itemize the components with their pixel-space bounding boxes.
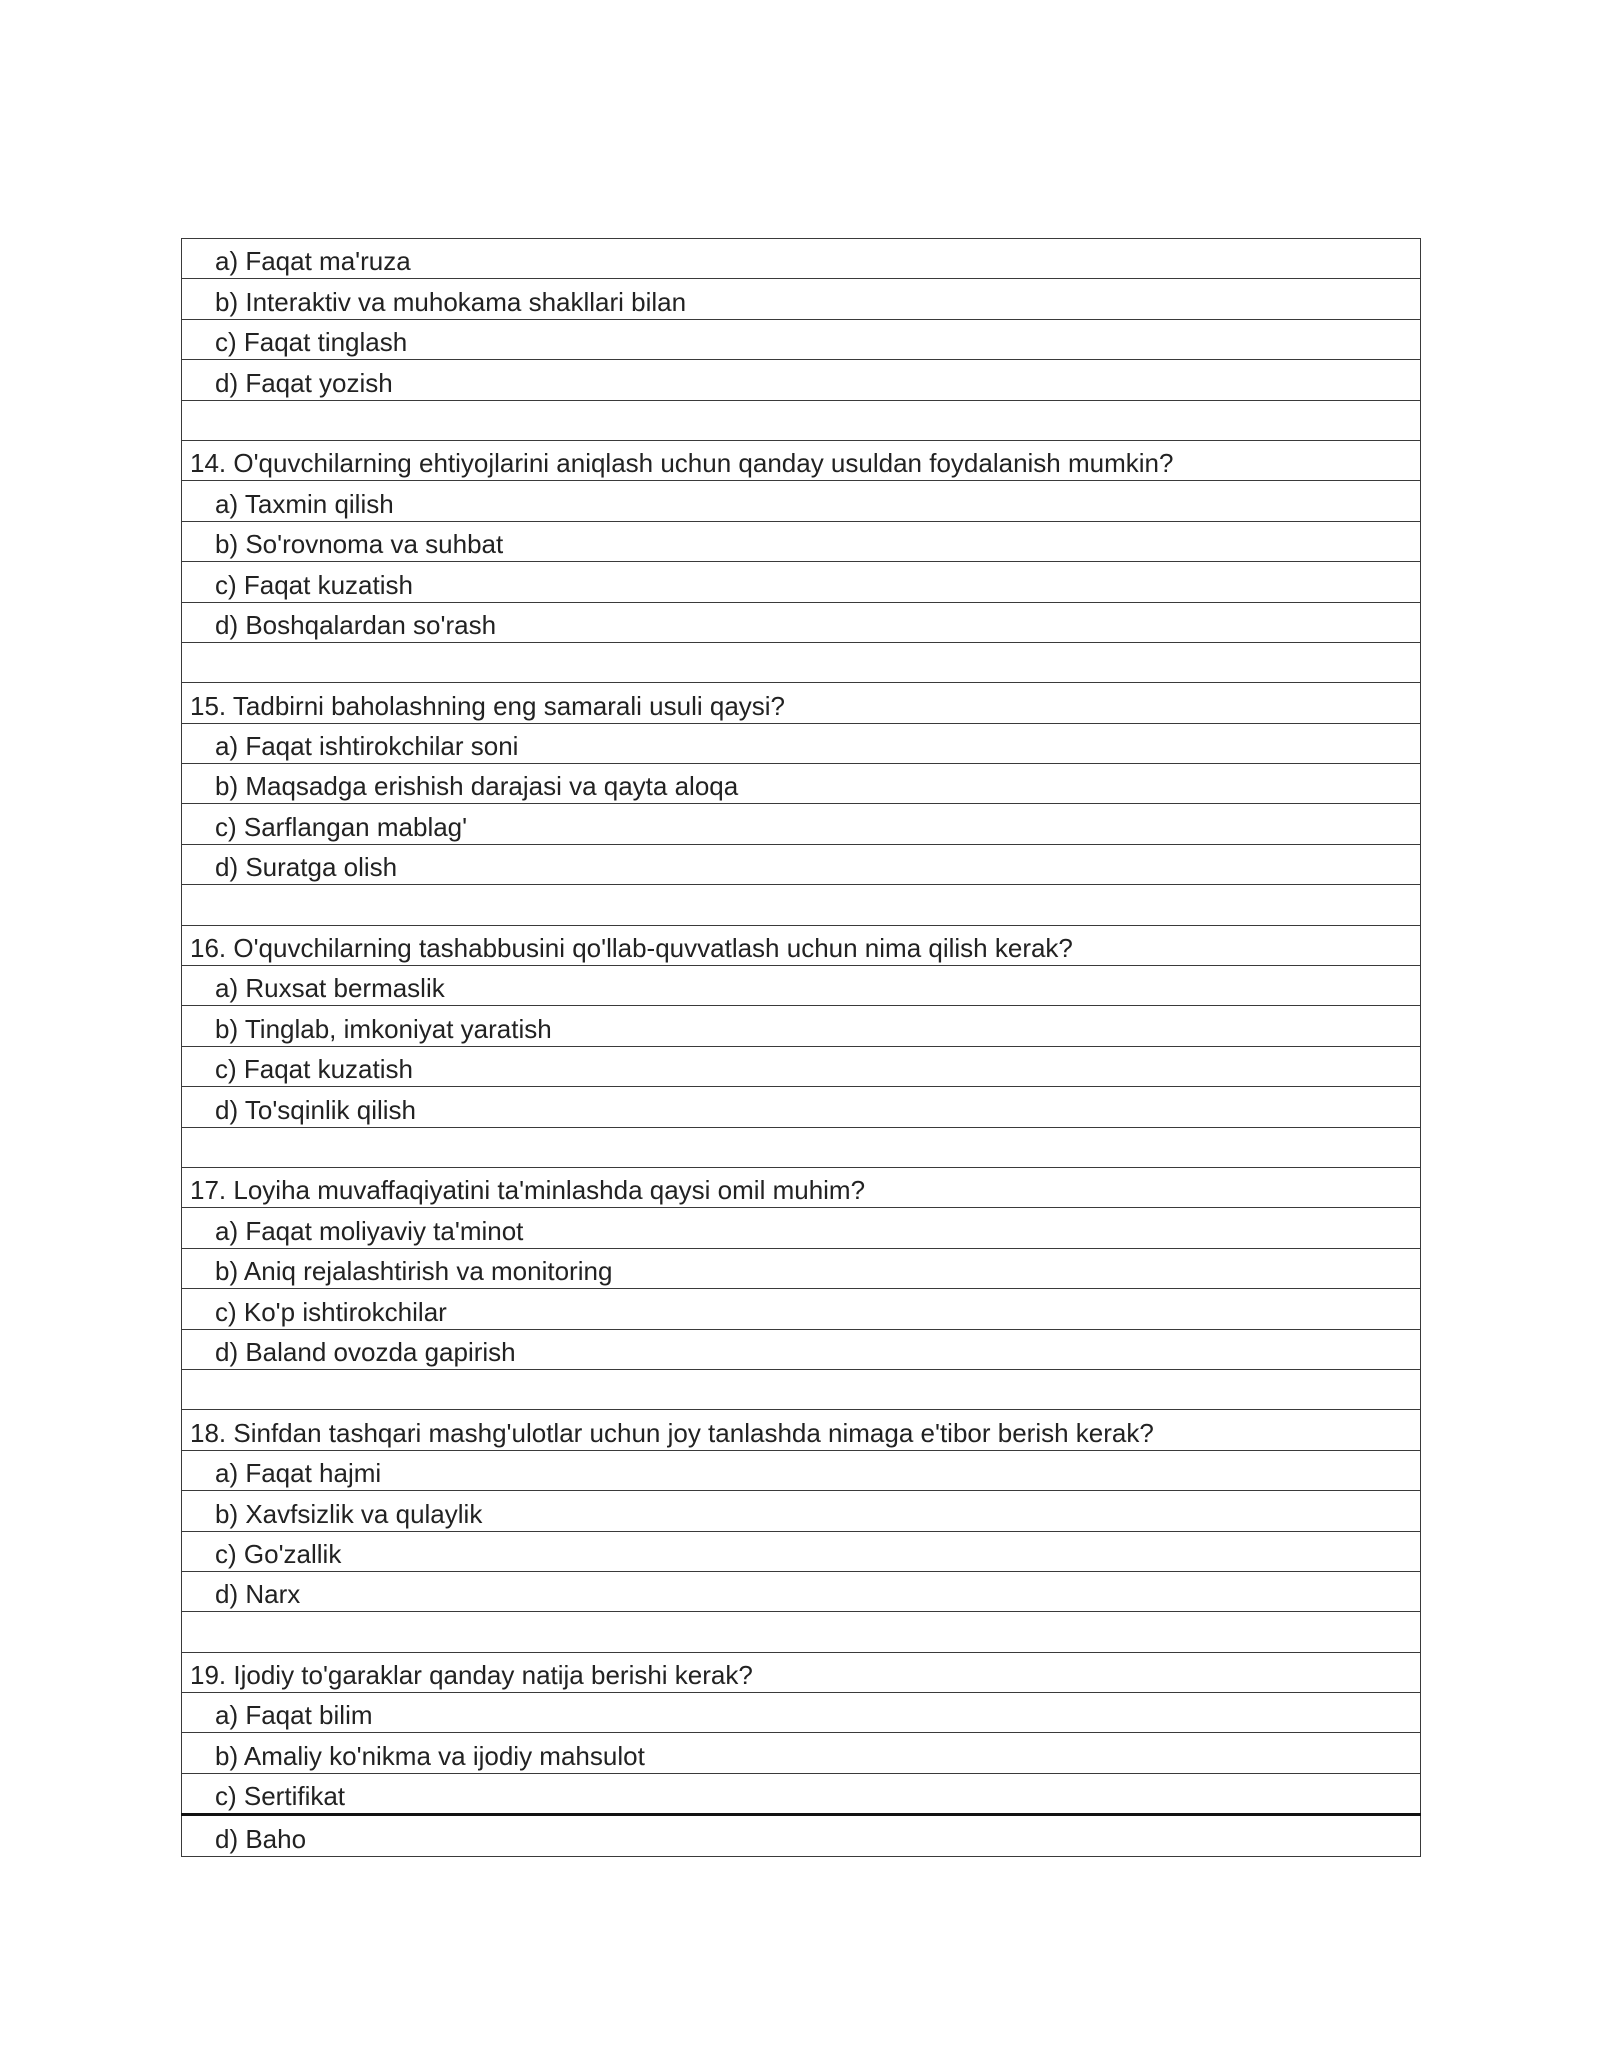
option-cell <box>182 1815 1421 1856</box>
question-cell <box>182 683 1421 723</box>
empty-cell <box>182 885 1421 925</box>
answer-option-row <box>182 1248 1421 1288</box>
option-text: b) Xavfsizlik va qulaylik <box>215 1498 483 1529</box>
quiz-table <box>181 238 1421 1857</box>
option-text: b) Amaliy ko'nikma va ijodiy mahsulot <box>215 1740 645 1771</box>
question-text: 17. Loyiha muvaffaqiyatini ta'minlashda qaysi omil muhim? <box>190 1175 866 1206</box>
option-cell <box>182 521 1421 561</box>
answer-option-row <box>182 1491 1421 1531</box>
answer-option-row <box>182 1046 1421 1086</box>
empty-cell <box>182 642 1421 682</box>
option-cell <box>182 1046 1421 1086</box>
question-cell <box>182 925 1421 965</box>
option-text: a) Faqat moliyaviy ta'minot <box>215 1215 524 1246</box>
option-text: b) So'rovnoma va suhbat <box>215 529 504 560</box>
spacer-row <box>182 642 1421 682</box>
option-cell <box>182 1208 1421 1248</box>
option-cell <box>182 1733 1421 1773</box>
option-text: d) Boshqalardan so'rash <box>215 609 497 640</box>
option-cell <box>182 1329 1421 1369</box>
answer-option-row <box>182 1450 1421 1490</box>
quiz-table-body <box>182 239 1421 1857</box>
spacer-row <box>182 1369 1421 1409</box>
option-cell <box>182 1289 1421 1329</box>
option-cell <box>182 723 1421 763</box>
option-text: d) Narx <box>215 1579 301 1610</box>
option-cell <box>182 1006 1421 1046</box>
option-text: a) Ruxsat bermaslik <box>215 973 445 1004</box>
option-text: c) Sarflangan mablag' <box>215 811 468 842</box>
answer-option-row <box>182 1087 1421 1127</box>
answer-option-row <box>182 602 1421 642</box>
option-text: a) Faqat hajmi <box>215 1458 382 1489</box>
answer-option-row <box>182 1289 1421 1329</box>
option-text: d) Baho <box>215 1823 307 1854</box>
question-text: 16. O'quvchilarning tashabbusini qo'llab-quvvatlash uchun nima qilish kerak? <box>190 933 1073 964</box>
empty-cell <box>182 1612 1421 1652</box>
spacer-row <box>182 400 1421 440</box>
answer-option-row <box>182 1208 1421 1248</box>
empty-cell <box>182 400 1421 440</box>
option-text: a) Taxmin qilish <box>215 488 394 519</box>
option-cell <box>182 360 1421 400</box>
option-cell <box>182 844 1421 884</box>
option-cell <box>182 966 1421 1006</box>
option-cell <box>182 319 1421 359</box>
document-page <box>181 238 1421 1857</box>
option-text: c) Sertifikat <box>215 1781 346 1812</box>
option-cell <box>182 804 1421 844</box>
option-text: a) Faqat bilim <box>215 1700 373 1731</box>
question-row <box>182 683 1421 723</box>
option-text: c) Go'zallik <box>215 1538 342 1569</box>
answer-option-row <box>182 1531 1421 1571</box>
option-cell <box>182 1571 1421 1611</box>
question-cell <box>182 1410 1421 1450</box>
option-text: d) To'sqinlik qilish <box>215 1094 417 1125</box>
answer-option-row <box>182 764 1421 804</box>
option-text: b) Interaktiv va muhokama shakllari bilan <box>215 286 687 317</box>
answer-option-row <box>182 521 1421 561</box>
answer-option-row <box>182 966 1421 1006</box>
question-cell <box>182 1167 1421 1207</box>
empty-cell <box>182 1369 1421 1409</box>
option-text: c) Faqat kuzatish <box>215 569 413 600</box>
answer-option-row <box>182 804 1421 844</box>
answer-option-row <box>182 723 1421 763</box>
option-cell <box>182 1693 1421 1733</box>
option-text: c) Ko'p ishtirokchilar <box>215 1296 447 1327</box>
answer-option-row <box>182 1733 1421 1773</box>
option-text: a) Faqat ishtirokchilar soni <box>215 731 519 762</box>
answer-option-row <box>182 562 1421 602</box>
question-cell <box>182 1652 1421 1692</box>
question-text: 19. Ijodiy to'garaklar qanday natija berishi kerak? <box>190 1660 753 1691</box>
question-text: 14. O'quvchilarning ehtiyojlarini aniqlash uchun qanday usuldan foydalanish mumkin? <box>190 448 1174 479</box>
answer-option-row <box>182 1773 1421 1814</box>
answer-option-row <box>182 1693 1421 1733</box>
option-cell <box>182 1248 1421 1288</box>
option-cell <box>182 239 1421 279</box>
answer-option-row <box>182 844 1421 884</box>
option-cell <box>182 279 1421 319</box>
question-row <box>182 1410 1421 1450</box>
answer-option-row <box>182 1815 1421 1856</box>
question-row <box>182 440 1421 480</box>
answer-option-row <box>182 481 1421 521</box>
option-cell <box>182 1773 1421 1814</box>
answer-option-row <box>182 360 1421 400</box>
option-cell <box>182 1491 1421 1531</box>
option-cell <box>182 602 1421 642</box>
option-cell <box>182 481 1421 521</box>
option-cell <box>182 1087 1421 1127</box>
answer-option-row <box>182 279 1421 319</box>
option-text: b) Maqsadga erishish darajasi va qayta aloqa <box>215 771 739 802</box>
option-text: d) Faqat yozish <box>215 367 393 398</box>
option-text: b) Aniq rejalashtirish va monitoring <box>215 1256 613 1287</box>
answer-option-row <box>182 319 1421 359</box>
option-text: a) Faqat ma'ruza <box>215 246 411 277</box>
option-text: c) Faqat tinglash <box>215 327 408 358</box>
option-text: d) Baland ovozda gapirish <box>215 1336 516 1367</box>
option-cell <box>182 1450 1421 1490</box>
question-cell <box>182 440 1421 480</box>
spacer-row <box>182 1612 1421 1652</box>
answer-option-row <box>182 1329 1421 1369</box>
option-text: b) Tinglab, imkoniyat yaratish <box>215 1013 552 1044</box>
spacer-row <box>182 885 1421 925</box>
option-text: c) Faqat kuzatish <box>215 1054 413 1085</box>
spacer-row <box>182 1127 1421 1167</box>
question-text: 15. Tadbirni baholashning eng samarali usuli qaysi? <box>190 690 786 721</box>
answer-option-row <box>182 239 1421 279</box>
option-cell <box>182 1531 1421 1571</box>
option-text: d) Suratga olish <box>215 852 398 883</box>
empty-cell <box>182 1127 1421 1167</box>
option-cell <box>182 764 1421 804</box>
answer-option-row <box>182 1006 1421 1046</box>
question-row <box>182 1167 1421 1207</box>
option-cell <box>182 562 1421 602</box>
question-text: 18. Sinfdan tashqari mashg'ulotlar uchun joy tanlashda nimaga e'tibor berish kerak? <box>190 1417 1154 1448</box>
answer-option-row <box>182 1571 1421 1611</box>
question-row <box>182 925 1421 965</box>
question-row <box>182 1652 1421 1692</box>
